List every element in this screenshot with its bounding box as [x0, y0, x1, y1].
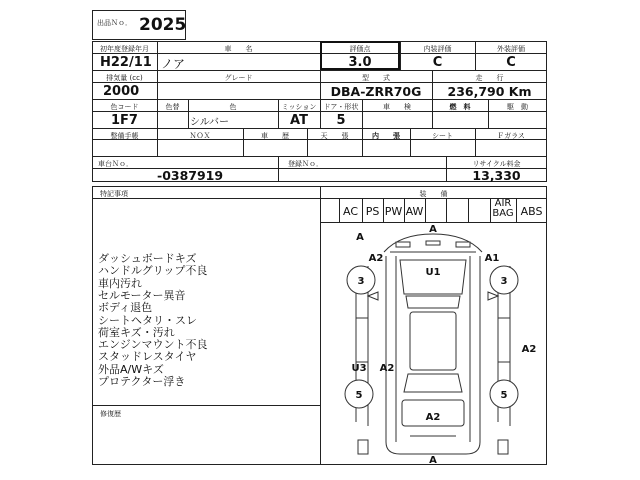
car-name: ノア: [161, 57, 186, 71]
mark-left-rear-wheel: 5: [355, 390, 363, 401]
mark-right-side: A2: [521, 344, 537, 355]
lot-label: 出品Ｎｏ．: [97, 19, 132, 27]
label-doors: ドア・形状: [323, 103, 359, 111]
mark-left-front-fender: A2: [368, 253, 384, 264]
label-mileage: 走 行: [475, 74, 504, 82]
label-exterior: 外装評価: [497, 45, 525, 53]
doors: 5: [336, 113, 346, 128]
label-service-book: 整備手帳: [110, 132, 139, 140]
car-condition-diagram: [320, 222, 547, 465]
label-grade: グレード: [224, 74, 253, 82]
note-line: ボディ退色: [98, 301, 153, 315]
mark-right-front-wheel: 3: [500, 276, 508, 287]
mark-left-rear-door-u: U3: [351, 363, 367, 374]
label-car-name: 車 名: [224, 45, 253, 53]
first-registration: H22/11: [100, 55, 152, 70]
label-model-code: 型 式: [362, 74, 390, 82]
color: シルバー: [190, 117, 230, 128]
label-drive: 駆 動: [507, 103, 528, 111]
note-line: スタッドレスタイヤ: [98, 350, 197, 364]
transmission: AT: [290, 113, 308, 128]
mark-right-front-fender: A1: [484, 253, 500, 264]
equipment-abs: ABS: [520, 205, 543, 218]
mark-back-door: A2: [425, 412, 441, 423]
equipment-pw: PW: [384, 205, 403, 218]
label-color: 色: [229, 103, 237, 111]
equipment-ps: PS: [365, 205, 380, 218]
label-nox: ＮＯＸ: [189, 132, 211, 140]
interior-grade: C: [432, 55, 443, 70]
wheel-icons: [345, 266, 518, 408]
mark-front-left-panel: A: [356, 232, 364, 243]
mark-roof: U1: [425, 267, 441, 278]
note-line: セルモーター異音: [98, 288, 186, 302]
note-line: ダッシュボードキズ: [98, 252, 197, 265]
label-equipment: 装 備: [419, 190, 448, 198]
label-seat: シート: [432, 132, 453, 140]
label-score: 評価点: [349, 45, 371, 53]
note-line: シートヘタリ・スレ: [98, 313, 197, 327]
label-registration-no: 登録Ｎｏ．: [288, 160, 323, 168]
note-line: ハンドルグリップ不良: [98, 264, 208, 278]
label-fuel: 燃 料: [449, 103, 471, 111]
label-inspection: 車 検: [383, 103, 411, 111]
recycle-fee: 13,330: [472, 168, 521, 183]
label-transmission: ミッション: [281, 103, 317, 111]
displacement: 2000: [103, 84, 140, 99]
mark-right-rear-wheel: 5: [500, 390, 508, 401]
label-repair-history: 修復歴: [100, 410, 121, 418]
label-headliner: 天 張: [320, 132, 349, 140]
label-first-registration: 初年度登録年月: [100, 45, 149, 53]
label-color-change: 色替: [165, 103, 180, 111]
exterior-grade: C: [506, 55, 516, 70]
mark-left-front-wheel: 3: [357, 276, 365, 287]
equipment-airbag: AIR BAG: [492, 198, 514, 219]
color-code: 1F7: [111, 113, 138, 128]
mark-front-bumper: A: [429, 224, 437, 235]
mileage: 236,790 Km: [447, 84, 532, 99]
note-line: エンジンマウント不良: [98, 338, 208, 352]
label-interior: 内装評価: [423, 45, 452, 53]
equipment-aw: AW: [405, 205, 424, 218]
lot-number: 2025: [139, 15, 187, 35]
label-history: 車 歴: [261, 132, 289, 140]
label-notes: 特記事項: [100, 190, 128, 198]
mark-left-rear-door-a: A2: [379, 363, 395, 374]
equipment-ac: AC: [342, 205, 358, 218]
model-code: DBA-ZRR70G: [330, 84, 422, 99]
label-displacement: 排気量 (cc): [106, 74, 143, 82]
note-line: 外品A/Wキズ: [98, 362, 164, 376]
chassis-no: -0387919: [157, 168, 224, 183]
evaluation-score: 3.0: [348, 55, 372, 70]
label-chassis-no: 車台Ｎｏ．: [98, 160, 133, 168]
label-recycle-fee: リサイクル料金: [472, 160, 521, 168]
mark-rear-bumper: A: [429, 455, 437, 465]
note-line: 荷室キズ・汚れ: [98, 325, 175, 339]
label-front-glass: Ｆガラス: [497, 132, 525, 140]
front-bumper-outline: [384, 234, 482, 252]
label-interior-trim: 内 張: [372, 132, 400, 140]
note-line: プロテクター浮き: [98, 375, 186, 388]
body-outline: [386, 256, 480, 454]
lot-number-box: [92, 10, 186, 40]
note-line: 車内汚れ: [98, 276, 142, 290]
label-color-code: 色コード: [110, 103, 139, 111]
